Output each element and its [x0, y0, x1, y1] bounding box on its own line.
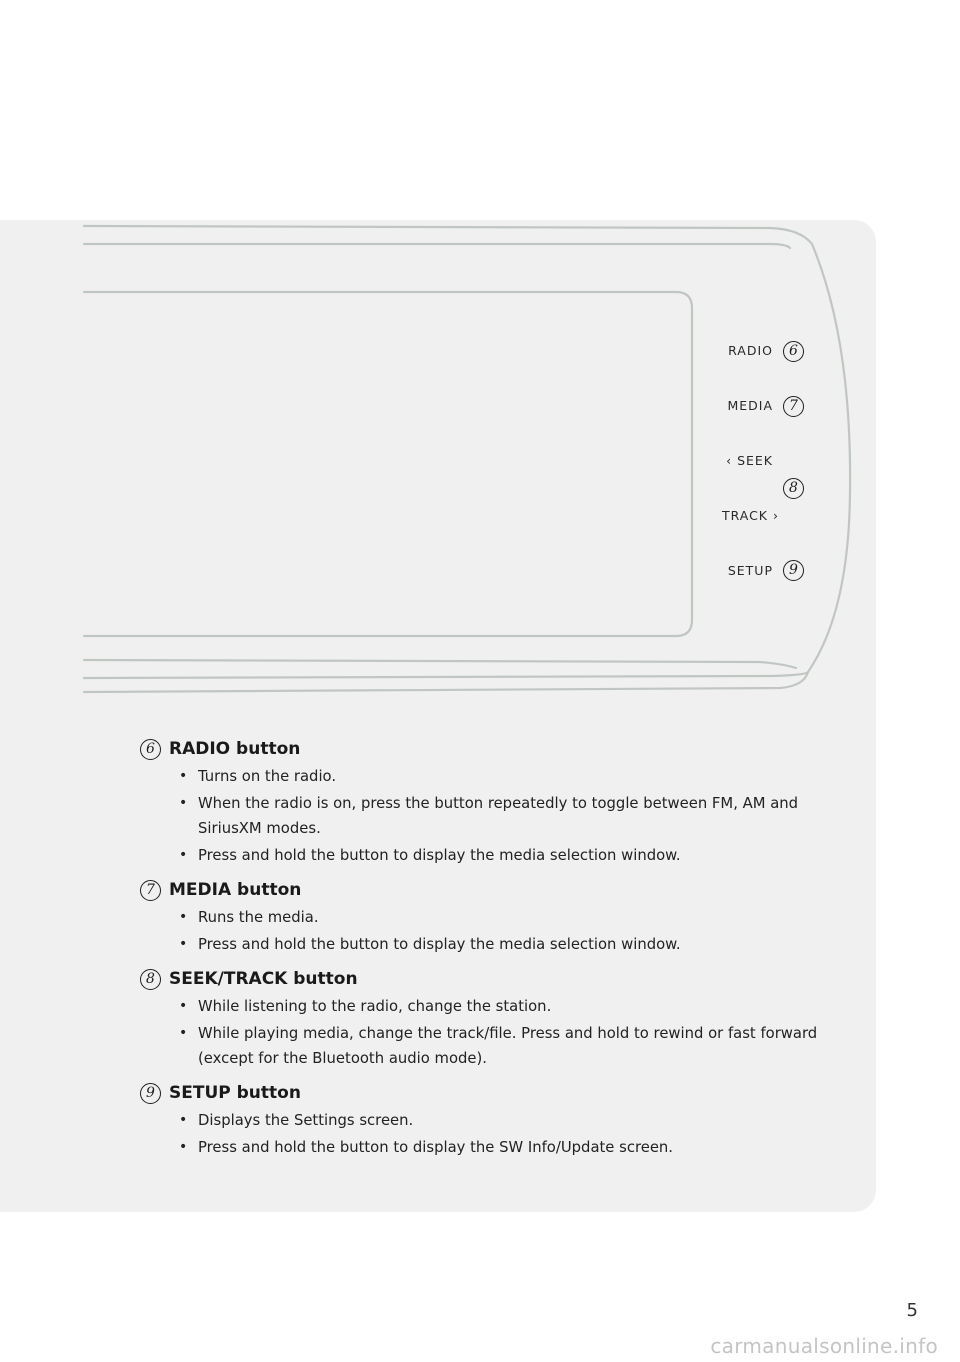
- section-setup: [140, 1080, 840, 1162]
- bezel-bottom-outer: [84, 672, 808, 678]
- bullet-item: • Displays the Settings screen.: [179, 1108, 840, 1133]
- bullet-item: • Press and hold the button to display the media selection window.: [179, 843, 840, 868]
- setup-number-badge: 9: [783, 560, 804, 581]
- section-setup-badge: 9: [140, 1083, 161, 1104]
- watermark[interactable]: carmanualsonline.info: [710, 1334, 938, 1358]
- track-hw-button[interactable]: [689, 508, 779, 523]
- section-media-title: MEDIA button: [169, 880, 302, 900]
- bullet-item: • When the radio is on, press the button repeatedly to toggle between FM, AM and SiriusXM modes.: [179, 791, 840, 841]
- section-seek-track: [140, 966, 840, 1073]
- section-media: [140, 877, 840, 959]
- seek-track-number-badge: 8: [783, 478, 804, 499]
- section-radio-badge: 6: [140, 739, 161, 760]
- section-radio-title: RADIO button: [169, 739, 301, 759]
- section-media-badge: 7: [140, 880, 161, 901]
- seek-hw-button[interactable]: [683, 453, 773, 468]
- bezel-top-inner: [84, 244, 790, 248]
- bullet-item: • While playing media, change the track/file. Press and hold to rewind or fast forward (except for the Bluetooth audio mode).: [179, 1021, 840, 1071]
- page-number: 5: [906, 1300, 918, 1321]
- bullet-item: • Turns on the radio.: [179, 764, 840, 789]
- media-hw-label[interactable]: MEDIA: [727, 398, 773, 413]
- track-hw-label: TRACK: [721, 508, 769, 523]
- chevron-left-icon: ‹: [726, 453, 738, 468]
- section-seek-track-badge: 8: [140, 969, 161, 990]
- bullet-item: • Runs the media.: [179, 905, 840, 930]
- section-seek-track-title: SEEK/TRACK button: [169, 969, 358, 989]
- bullet-item: • Press and hold the button to display the SW Info/Update screen.: [179, 1135, 840, 1160]
- setup-hw-label[interactable]: SETUP: [727, 563, 773, 578]
- seek-hw-label: SEEK: [737, 453, 773, 468]
- media-number-badge: 7: [783, 396, 804, 417]
- bezel-bottom-mid: [84, 672, 808, 692]
- bullet-item: • While listening to the radio, change the station.: [179, 994, 840, 1019]
- bezel-bottom-inner: [84, 660, 796, 668]
- radio-hw-label[interactable]: RADIO: [728, 343, 773, 358]
- screen-outline: [84, 292, 692, 636]
- chevron-right-icon: ›: [768, 508, 779, 523]
- section-radio: [140, 736, 840, 870]
- section-setup-title: SETUP button: [169, 1083, 301, 1103]
- radio-number-badge: 6: [783, 341, 804, 362]
- bullet-item: • Press and hold the button to display the media selection window.: [179, 932, 840, 957]
